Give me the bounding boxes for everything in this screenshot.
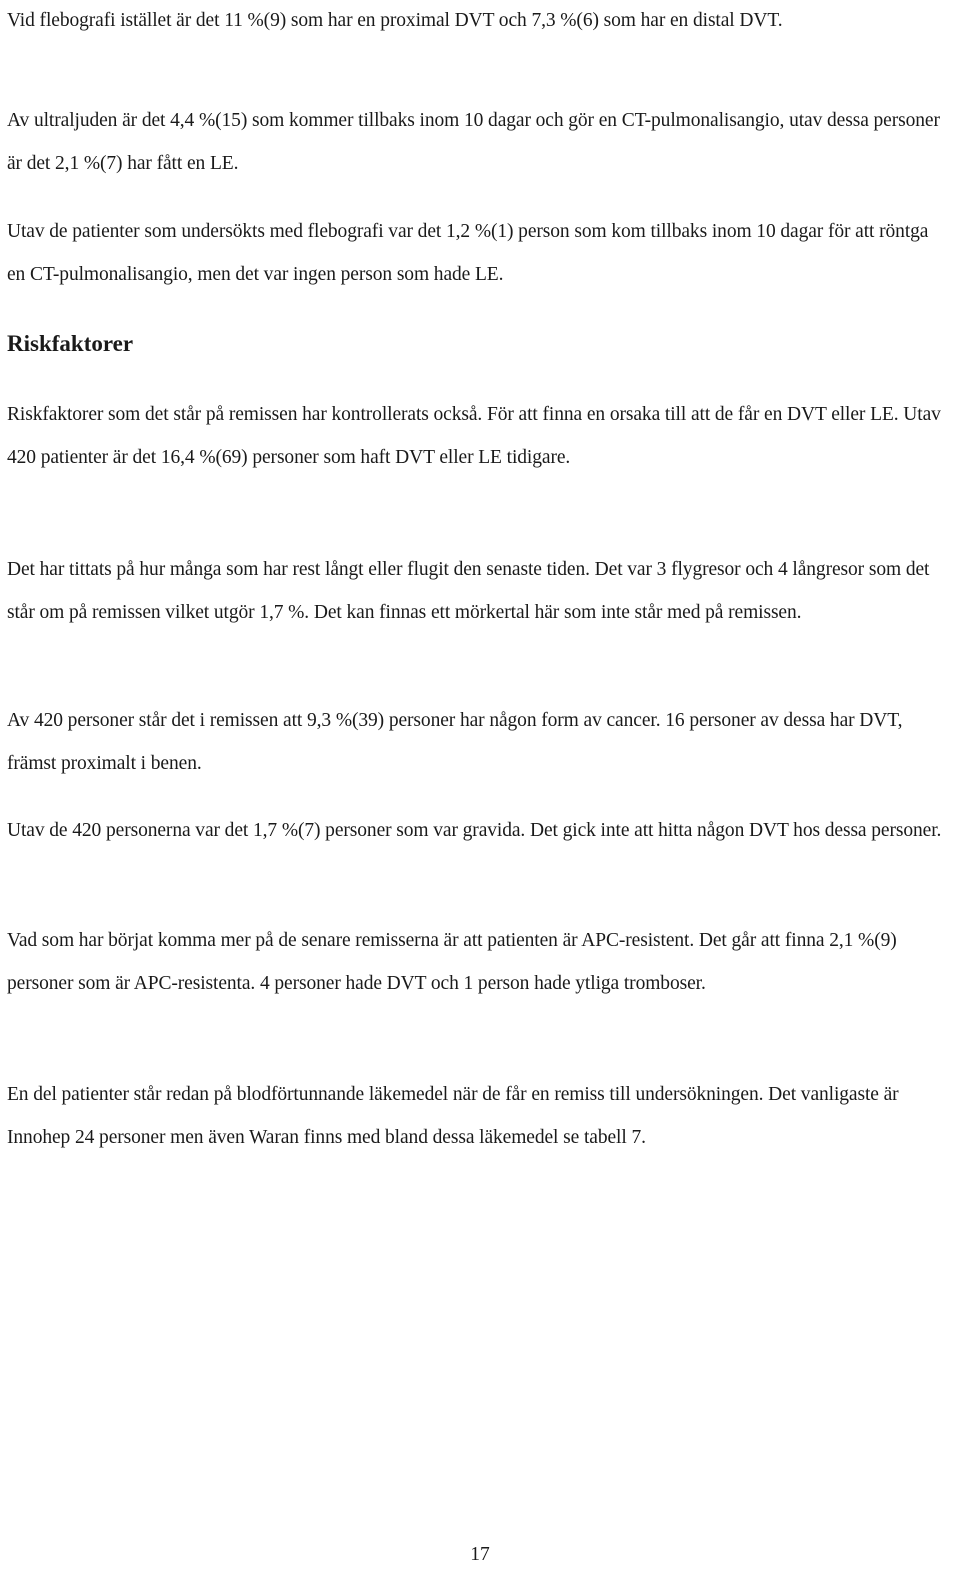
paragraph-cancer: Av 420 personer står det i remissen att 9,3 %(39) personer har någon form av cancer. 16 personer av dessa har DVT, främst proximalt i benen.	[7, 710, 903, 774]
paragraph-riskfaktorer: Riskfaktorer som det står på remissen har kontrollerats också. För att finna en orsaka till att de får en DVT eller LE. Utav 420 patienter är det 16,4 %(69) personer som haft DVT eller LE tidigare.	[7, 404, 941, 468]
paragraph-gravida: Utav de 420 personerna var det 1,7 %(7) personer som var gravida. Det gick inte att hitta någon DVT hos dessa personer.	[7, 820, 942, 841]
paragraph-flebografi-le: Utav de patienter som undersökts med flebografi var det 1,2 %(1) person som kom tillbaks inom 10 dagar för att röntga en CT-pulmonalisangio, men det var ingen person som hade LE.	[7, 221, 929, 285]
paragraph-flebografi-dvt: Vid flebografi istället är det 11 %(9) som har en proximal DVT och 7,3 %(6) som har en distal DVT.	[7, 10, 783, 31]
paragraph-lakemedel: En del patienter står redan på blodförtunnande läkemedel när de får en remiss till undersökningen. Det vanligaste är Innohep 24 personer men även Waran finns med bland dessa läkemedel se tabell 7.	[7, 1084, 899, 1148]
page-number: 17	[470, 1544, 490, 1565]
paragraph-apc-resistens: Vad som har börjat komma mer på de senare remisserna är att patienten är APC-resistent. Det går att finna 2,1 %(9) personer som är APC-resistenta. 4 personer hade DVT och 1 person hade ytliga tromboser.	[7, 930, 897, 994]
section-heading: Riskfaktorer	[7, 331, 134, 356]
paragraph-resor: Det har tittats på hur många som har rest långt eller flugit den senaste tiden. Det var 3 flygresor och 4 långresor som det står om på remissen vilket utgör 1,7 %. Det kan finnas ett mörkertal här som inte står med på remissen.	[7, 559, 930, 623]
paragraph-ultraljud: Av ultraljuden är det 4,4 %(15) som kommer tillbaks inom 10 dagar och gör en CT-pulmonalisangio, utav dessa personer är det 2,1 %(7) har fått en LE.	[7, 110, 940, 174]
